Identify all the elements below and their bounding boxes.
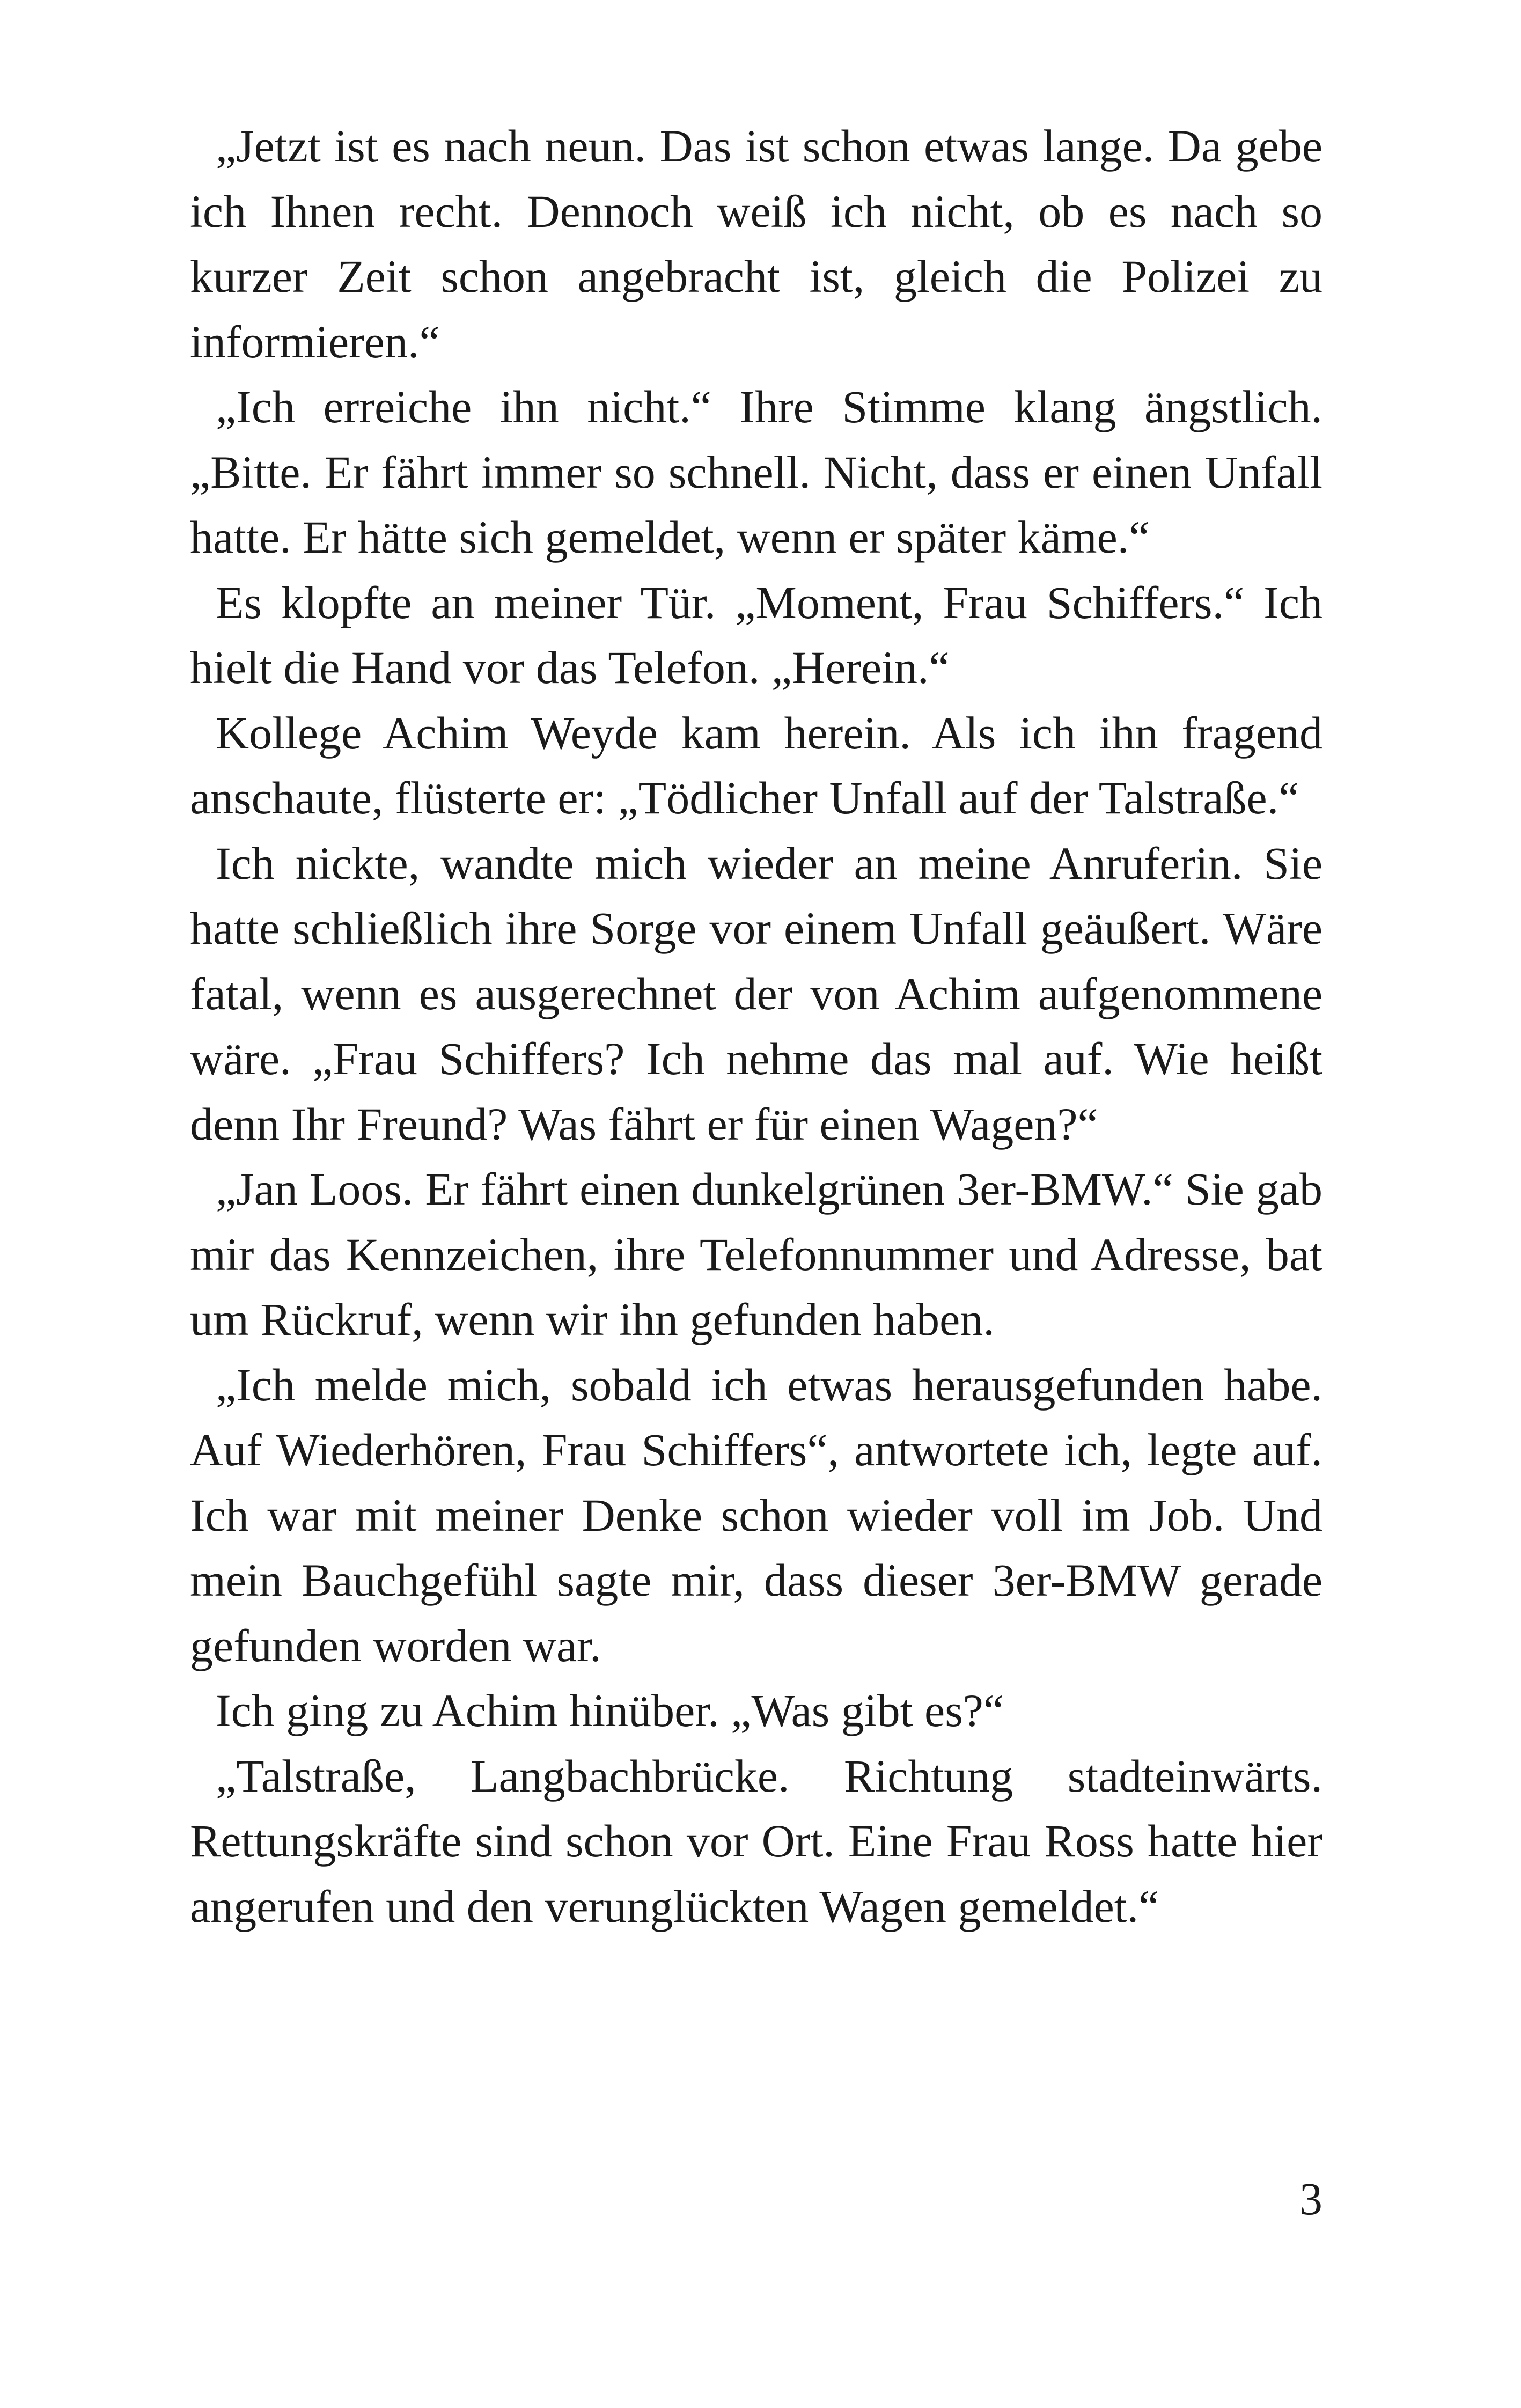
paragraph: Ich nickte, wandte mich wieder an meine Anruferin. Sie hatte schließlich ihre Sorge vor einem Unfall geäußert. Wäre fatal, wenn es ausgerechnet der von Achim aufgenommene wäre. „Frau Schiffers? Ich nehme das mal auf. Wie heißt denn Ihr Freund? Was fährt er für einen Wagen?“ (190, 837, 1322, 1150)
paragraph: „Ich erreiche ihn nicht.“ Ihre Stimme klang ängstlich. „Bitte. Er fährt immer so schnell. Nicht, dass er einen Unfall hatte. Er hätte sich gemeldet, wenn er später käme.“ (190, 381, 1322, 563)
paragraph: „Ich melde mich, sobald ich etwas herausgefunden habe. Auf Wiederhören, Frau Schiffers“, antwortete ich, legte auf. Ich war mit meiner Denke schon wieder voll im Job. Und mein Bauchgefühl sagte mir, dass dieser 3er-BMW gerade gefunden worden war. (190, 1359, 1322, 1671)
paragraph: Ich ging zu Achim hinüber. „Was gibt es?“ (216, 1685, 1004, 1736)
paragraph: „Jan Loos. Er fährt einen dunkelgrünen 3er-BMW.“ Sie gab mir das Kennzeichen, ihre Telefonnummer und Adresse, bat um Rückruf, wenn wir ihn gefunden haben. (190, 1163, 1322, 1345)
paragraph: Kollege Achim Weyde kam herein. Als ich ihn fragend anschaute, flüsterte er: „Tödlicher Unfall auf der Talstraße.“ (190, 707, 1322, 824)
paragraph: „Talstraße, Langbachbrücke. Richtung stadteinwärts. Rettungskräfte sind schon vor Ort. Eine Frau Ross hatte hier angerufen und den verunglückten Wagen gemeldet.“ (190, 1750, 1322, 1932)
paragraph: Es klopfte an meiner Tür. „Moment, Frau Schiffers.“ Ich hielt die Hand vor das Telefon. „Herein.“ (190, 576, 1322, 693)
paragraph: „Jetzt ist es nach neun. Das ist schon etwas lange. Da gebe ich Ihnen recht. Dennoch weiß ich nicht, ob es nach so kurzer Zeit schon angebracht ist, gleich die Polizei zu informieren.“ (190, 120, 1322, 368)
page-number: 3 (1299, 2173, 1322, 2225)
body-text (190, 114, 1322, 1939)
